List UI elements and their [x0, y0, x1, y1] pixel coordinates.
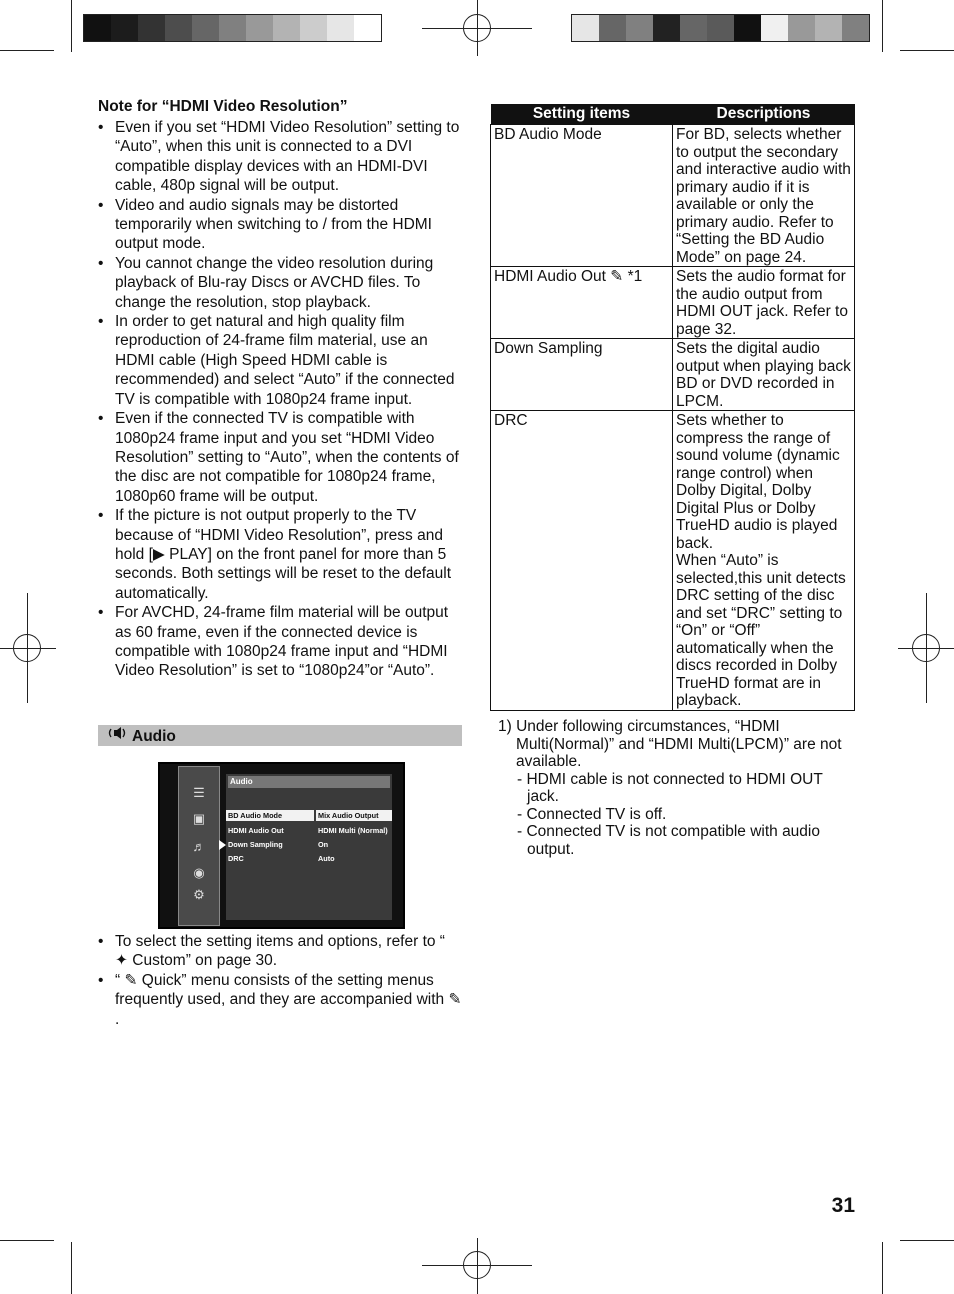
tv-icon: ▣: [192, 811, 206, 826]
gray-swatch: [653, 15, 680, 41]
table-row: [491, 267, 855, 339]
gray-swatch: [165, 15, 192, 41]
table-cell-desc: Sets the digital audio output when playing back BD or DVD recorded in LPCM.: [673, 339, 855, 411]
audio-menu-screen: [158, 762, 405, 929]
selection-arrow-icon: [219, 840, 226, 850]
note-item: • “ ✎ Quick” menu consists of the setting menus frequently used, and they are accompanied with ✎ .: [98, 971, 462, 1029]
gray-swatch: [300, 15, 327, 41]
gray-swatch: [734, 15, 761, 41]
gray-swatch: [815, 15, 842, 41]
menu-value[interactable]: Mix Audio Output: [316, 810, 392, 821]
registration-mark: [463, 1251, 491, 1279]
gray-swatch: [626, 15, 653, 41]
menu-item[interactable]: BD Audio Mode: [226, 810, 314, 821]
gray-swatch: [761, 15, 788, 41]
registration-mark: [912, 634, 940, 662]
gray-swatch: [219, 15, 246, 41]
table-cell-item: HDMI Audio Out ✎ *1: [491, 267, 673, 339]
note-list: [98, 118, 462, 681]
note-item: • Even if the connected TV is compatible with 1080p24 frame input and you set “HDMI Video Resolution” setting to “Auto”, when the contents of the disc are not compatible for 1080p24 frame, 1080p60 frame will be output.: [98, 409, 462, 506]
section-title: Audio: [132, 728, 176, 745]
footnote-item: - Connected TV is not compatible with audio output.: [517, 823, 820, 858]
table-cell-desc: Sets whether to compress the range of sound volume (dynamic range control) when Dolby Digital, Dolby Digital Plus or Dolby TrueHD audio is played back. When “Auto” is selected,this unit detects DRC setting of the disc and set “DRC” setting to “On” or “Off” automatically when the discs recorded in Dolby TrueHD format are in playback.: [673, 411, 855, 711]
gray-swatch: [192, 15, 219, 41]
menu-title: Audio: [228, 776, 390, 788]
note-item: • Video and audio signals may be distorted temporarily when switching to / from the HDMI output mode.: [98, 196, 462, 254]
crop-mark: [900, 1240, 954, 1241]
footnote-item: - Connected TV is off.: [517, 805, 667, 823]
gray-swatch: [572, 15, 599, 41]
crop-mark: [882, 0, 883, 52]
note-title: Note for “HDMI Video Resolution”: [98, 98, 348, 115]
note-item: • If the picture is not output properly to the TV because of “HDMI Video Resolution”, press and hold [▶ PLAY] on the front panel for more than 5 seconds. Both settings will be reset to the default automatically.: [98, 506, 462, 603]
note-item: • Even if you set “HDMI Video Resolution” setting to “Auto”, when this unit is connected to a DVI compatible display devices with an HDMI-DVI cable, 480p signal will be output.: [98, 118, 462, 196]
crop-mark: [900, 50, 954, 51]
gray-swatch: [246, 15, 273, 41]
crop-mark: [0, 50, 54, 51]
gray-swatch: [599, 15, 626, 41]
menu-value[interactable]: On: [318, 840, 329, 849]
gears-icon: ⚙: [193, 887, 205, 902]
speaker-icon: ♬: [192, 839, 206, 854]
lock-icon: ◉: [193, 865, 205, 880]
crop-mark: [71, 0, 72, 52]
registration-mark: [463, 14, 491, 42]
note-item: • For AVCHD, 24-frame film material will be output as 60 frame, even if the connected device is compatible with 1080p24 frame input and “HDMI Video Resolution” is set to “1080p24”or “Auto”.: [98, 603, 462, 681]
section-header-audio: [98, 725, 462, 746]
table-row: [491, 411, 855, 711]
gray-swatch: [84, 15, 111, 41]
footnote: [498, 718, 854, 858]
menu-icon: ☰: [193, 785, 205, 800]
gray-swatch: [788, 15, 815, 41]
bottom-note-list: [98, 932, 462, 1029]
gray-swatch: [354, 15, 381, 41]
menu-panel: [226, 774, 392, 920]
page-number: 31: [831, 1194, 855, 1217]
table-row: [491, 339, 855, 411]
table-header: Descriptions: [673, 104, 855, 125]
table-cell-desc: Sets the audio format for the audio output from HDMI OUT jack. Refer to page 32.: [673, 267, 855, 339]
table-row: [491, 125, 855, 267]
crop-mark: [882, 1242, 883, 1294]
footnote-main: 1) Under following circumstances, “HDMI Multi(Normal)” and “HDMI Multi(LPCM)” are not available.: [498, 718, 842, 770]
menu-value[interactable]: Auto: [318, 854, 335, 863]
menu-item[interactable]: Down Sampling: [228, 840, 283, 849]
registration-mark: [13, 634, 41, 662]
note-item: • In order to get natural and high quality film reproduction of 24-frame film material, use an HDMI cable (High Speed HDMI cable is recommended) and select “Auto” if the connected TV is compatible with 1080p24 frame input.: [98, 312, 462, 409]
settings-table: [490, 104, 855, 711]
table-cell-item: BD Audio Mode: [491, 125, 673, 267]
gray-swatch: [111, 15, 138, 41]
table-cell-item: DRC: [491, 411, 673, 711]
gray-swatch: [327, 15, 354, 41]
gray-swatch: [138, 15, 165, 41]
menu-item[interactable]: DRC: [228, 854, 244, 863]
table-cell-desc: For BD, selects whether to output the secondary and interactive audio with primary audio if it is available or only the primary audio. Refer to “Setting the BD Audio Mode” on page 24.: [673, 125, 855, 267]
gray-swatch: [273, 15, 300, 41]
menu-item[interactable]: HDMI Audio Out: [228, 826, 284, 835]
crop-mark: [0, 1240, 54, 1241]
note-item: • To select the setting items and options, refer to “ ✦ Custom” on page 30.: [98, 932, 462, 971]
note-item: • You cannot change the video resolution during playback of Blu-ray Discs or AVCHD files. To change the resolution, stop playback.: [98, 254, 462, 312]
gray-swatch: [680, 15, 707, 41]
footnote-item: - HDMI cable is not connected to HDMI OUT jack.: [517, 770, 823, 805]
grayscale-bar-left: [83, 14, 382, 42]
gray-swatch: [842, 15, 869, 41]
menu-value[interactable]: HDMI Multi (Normal): [318, 826, 388, 835]
table-header: Setting items: [491, 104, 673, 125]
grayscale-bar-right: [571, 14, 870, 42]
table-cell-item: Down Sampling: [491, 339, 673, 411]
speaker-icon: [108, 725, 128, 747]
gray-swatch: [707, 15, 734, 41]
menu-sidebar: [178, 766, 220, 926]
crop-mark: [71, 1242, 72, 1294]
